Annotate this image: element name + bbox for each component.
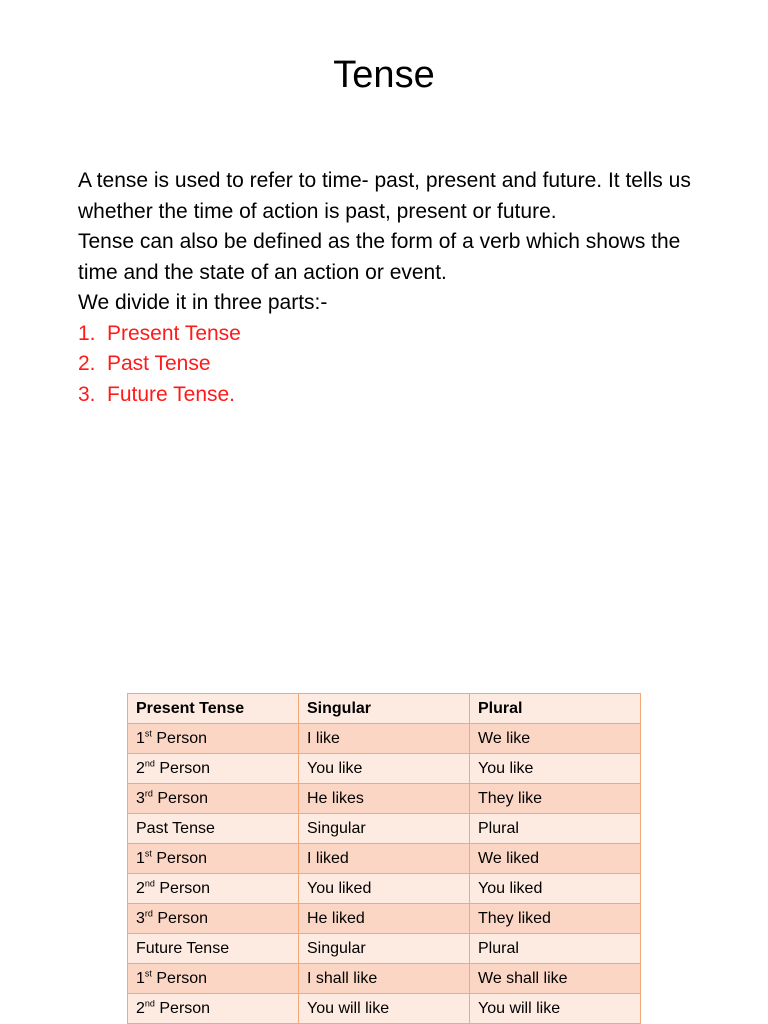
table-cell-plural: Plural	[470, 814, 641, 844]
list-item-number: 2.	[78, 352, 96, 375]
table-cell-label	[128, 964, 299, 994]
person-word: Person	[154, 879, 211, 897]
list-item-label: Present Tense	[107, 321, 241, 345]
table-cell-singular: I shall like	[299, 964, 470, 994]
table-cell-singular: He likes	[299, 784, 470, 814]
table-cell-plural: Plural	[470, 694, 641, 724]
tense-table-container	[127, 693, 641, 1024]
table-cell-singular: I like	[299, 724, 470, 754]
paragraph-definition: A tense is used to refer to time- past, present and future. It tells us whether the time of action is past, present or future.	[78, 169, 691, 223]
list-item	[78, 319, 698, 350]
table-cell-singular: He liked	[299, 904, 470, 934]
list-item-label: Past Tense	[107, 352, 211, 375]
person-word: Person	[151, 729, 208, 747]
table-cell-plural: They like	[470, 784, 641, 814]
table-cell-label	[128, 754, 299, 784]
person-word: Person	[151, 969, 208, 987]
table-cell-label	[128, 844, 299, 874]
table-row	[128, 694, 641, 724]
person-word: Person	[152, 789, 209, 807]
table-cell-label	[128, 724, 299, 754]
person-number: 1	[136, 969, 145, 987]
person-number: 1	[136, 849, 145, 867]
table-cell-plural: You will like	[470, 994, 641, 1024]
list-item	[78, 349, 698, 380]
person-number: 2	[136, 999, 145, 1017]
table-cell-label	[128, 904, 299, 934]
person-word: Person	[152, 909, 209, 927]
table-cell-plural: We liked	[470, 844, 641, 874]
person-number: 1	[136, 729, 145, 747]
ordinal-suffix: rd	[144, 788, 153, 799]
table-cell-label: Past Tense	[128, 814, 299, 844]
ordinal-suffix: st	[144, 848, 152, 859]
table-cell-singular: Singular	[299, 814, 470, 844]
table-row	[128, 934, 641, 964]
table-cell-label: Future Tense	[128, 934, 299, 964]
paragraph-division: We divide it in three parts:-	[78, 291, 328, 314]
person-word: Person	[154, 999, 211, 1017]
tense-table	[127, 693, 641, 1024]
paragraph-alt-definition: Tense can also be defined as the form of a verb which shows the time and the state of an action or event.	[78, 230, 681, 284]
table-cell-plural: They liked	[470, 904, 641, 934]
body-text	[78, 166, 698, 410]
table-cell-plural: You like	[470, 754, 641, 784]
table-cell-label	[128, 994, 299, 1024]
table-row	[128, 904, 641, 934]
ordinal-suffix: nd	[144, 998, 155, 1009]
ordinal-suffix: rd	[144, 908, 153, 919]
tense-list	[78, 319, 698, 411]
list-item-number: 3.	[78, 382, 96, 406]
person-number: 2	[136, 879, 145, 897]
table-row	[128, 754, 641, 784]
table-cell-plural: We shall like	[470, 964, 641, 994]
table-cell-plural: You liked	[470, 874, 641, 904]
person-word: Person	[151, 849, 208, 867]
table-row	[128, 784, 641, 814]
list-item	[78, 380, 698, 411]
person-number: 3	[136, 909, 145, 927]
table-row	[128, 814, 641, 844]
table-row	[128, 724, 641, 754]
table-row	[128, 994, 641, 1024]
table-cell-singular: Singular	[299, 694, 470, 724]
table-cell-singular: I liked	[299, 844, 470, 874]
table-cell-singular: You liked	[299, 874, 470, 904]
ordinal-suffix: nd	[144, 758, 155, 769]
person-word: Person	[154, 759, 211, 777]
table-cell-singular: You will like	[299, 994, 470, 1024]
page-title: Tense	[333, 54, 435, 96]
list-item-number: 1.	[78, 321, 96, 345]
list-item-label: Future Tense.	[107, 382, 236, 406]
table-cell-label	[128, 784, 299, 814]
ordinal-suffix: nd	[144, 878, 155, 889]
table-row	[128, 964, 641, 994]
table-cell-plural: Plural	[470, 934, 641, 964]
table-row	[128, 844, 641, 874]
table-row	[128, 874, 641, 904]
ordinal-suffix: st	[144, 968, 152, 979]
table-cell-plural: We like	[470, 724, 641, 754]
table-cell-label: Present Tense	[128, 694, 299, 724]
person-number: 3	[136, 789, 145, 807]
table-cell-singular: Singular	[299, 934, 470, 964]
table-cell-singular: You like	[299, 754, 470, 784]
table-cell-label	[128, 874, 299, 904]
person-number: 2	[136, 759, 145, 777]
ordinal-suffix: st	[144, 728, 152, 739]
